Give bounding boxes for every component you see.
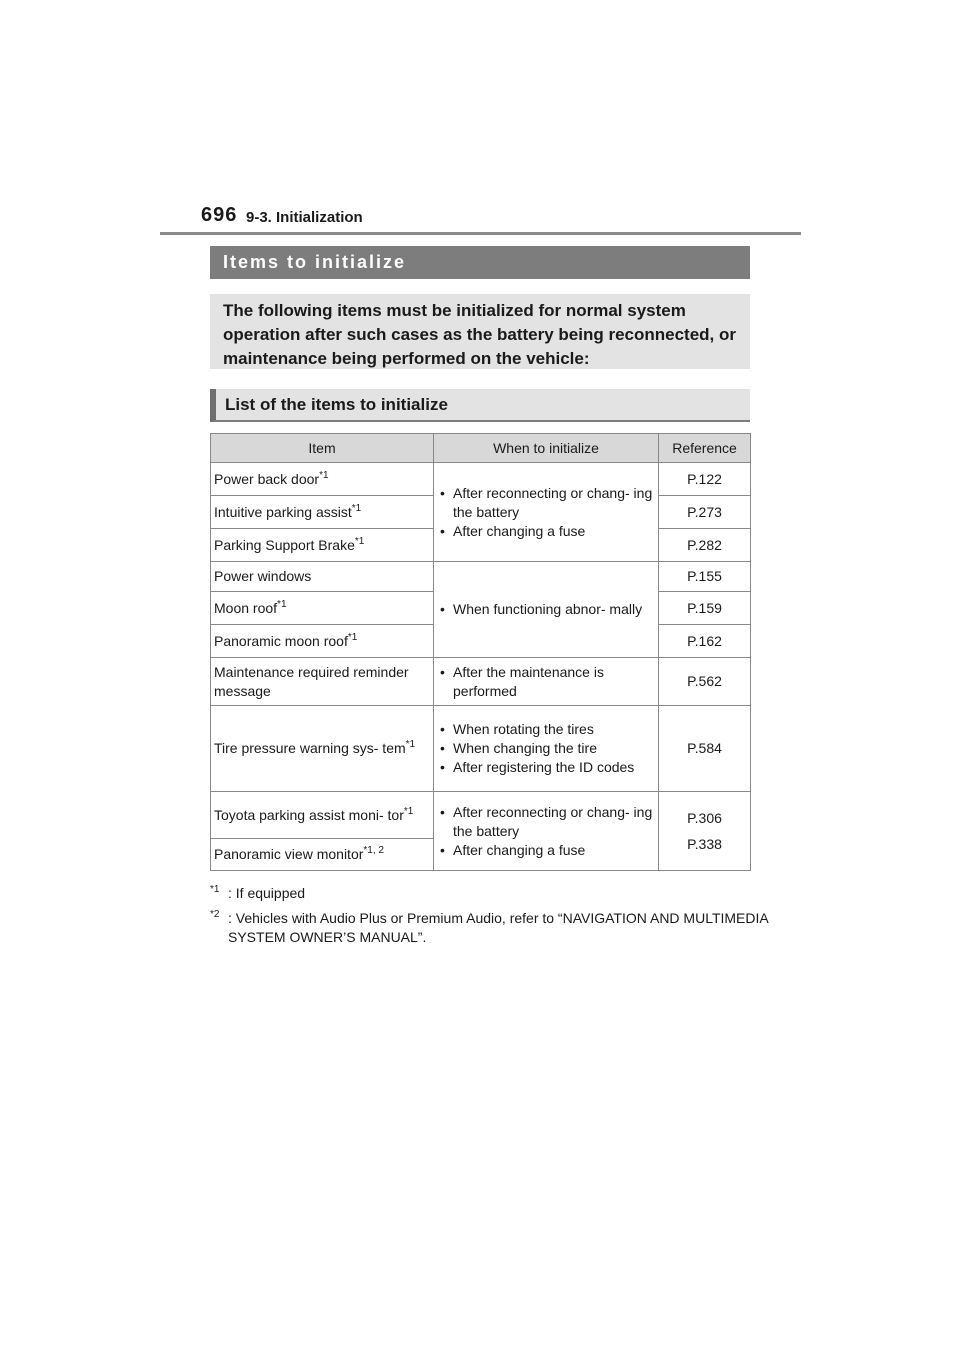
initialize-items-table <box>210 433 751 871</box>
intro-text: The following items must be initialized for normal system operation after such cases as the battery being reconnected, or maintenance being performed on the vehicle: <box>210 294 750 369</box>
item-cell: Intuitive parking assist$^{*1}$ <box>211 496 434 529</box>
footnote: $^{*1}$ : If equipped <box>210 884 306 901</box>
chapter-title: 9-3. Initialization <box>246 209 363 226</box>
table-header-row <box>211 434 751 463</box>
reference-cell: P.282 <box>659 529 751 562</box>
reference-value: P.306 <box>687 810 722 826</box>
header-reference: Reference <box>659 434 751 463</box>
table-row <box>211 792 751 839</box>
table-row <box>211 706 751 792</box>
item-cell: Panoramic view monitor$^{*1, 2}$ <box>211 839 434 871</box>
table-row <box>211 463 751 496</box>
list-item: • When functioning abnor- mally <box>437 600 655 619</box>
reference-cell: P.273 <box>659 496 751 529</box>
reference-value: P.338 <box>687 836 722 852</box>
item-cell: Toyota parking assist moni- tor$^{*1}$ <box>211 792 434 839</box>
when-cell <box>434 658 659 706</box>
footnote: $^{*2}$ : Vehicles with Audio Plus or Premium Audio, refer to “NAVIGATION AND MULTIMEDIA SYSTEM OWNER’S MANUAL”. <box>210 909 768 945</box>
item-cell: Power windows <box>211 562 434 592</box>
list-item: • When changing the tire <box>437 739 655 758</box>
footnotes <box>210 884 770 953</box>
reference-cell: P.159 <box>659 592 751 625</box>
header-rule <box>160 232 801 235</box>
item-cell: Parking Support Brake$^{*1}$ <box>211 529 434 562</box>
header-item: Item <box>211 434 434 463</box>
list-item: • After reconnecting or chang- ing the battery <box>437 803 655 841</box>
list-item: • After reconnecting or chang- ing the battery <box>437 484 655 522</box>
item-cell: Power back door$^{*1}$ <box>211 463 434 496</box>
table-row <box>211 658 751 706</box>
item-cell: Maintenance required reminder message <box>211 658 434 706</box>
when-cell <box>434 463 659 562</box>
list-item: • After the maintenance is performed <box>437 663 655 701</box>
item-cell: Panoramic moon roof$^{*1}$ <box>211 625 434 658</box>
item-cell: Moon roof$^{*1}$ <box>211 592 434 625</box>
header-when: When to initialize <box>434 434 659 463</box>
subsection-title: List of the items to initialize <box>210 389 750 422</box>
when-cell <box>434 792 659 871</box>
reference-cell <box>659 792 751 871</box>
when-cell <box>434 562 659 658</box>
page-number: 696 <box>201 204 238 226</box>
reference-cell: P.122 <box>659 463 751 496</box>
reference-cell: P.562 <box>659 658 751 706</box>
section-title: Items to initialize <box>210 246 750 279</box>
list-item: • When rotating the tires <box>437 720 655 739</box>
list-item: • After changing a fuse <box>437 522 655 541</box>
reference-cell: P.584 <box>659 706 751 792</box>
reference-cell: P.162 <box>659 625 751 658</box>
list-item: • After changing a fuse <box>437 841 655 860</box>
list-item: • After registering the ID codes <box>437 758 655 777</box>
reference-cell: P.155 <box>659 562 751 592</box>
item-cell: Tire pressure warning sys- tem$^{*1}$ <box>211 706 434 792</box>
when-cell <box>434 706 659 792</box>
table-row <box>211 562 751 592</box>
